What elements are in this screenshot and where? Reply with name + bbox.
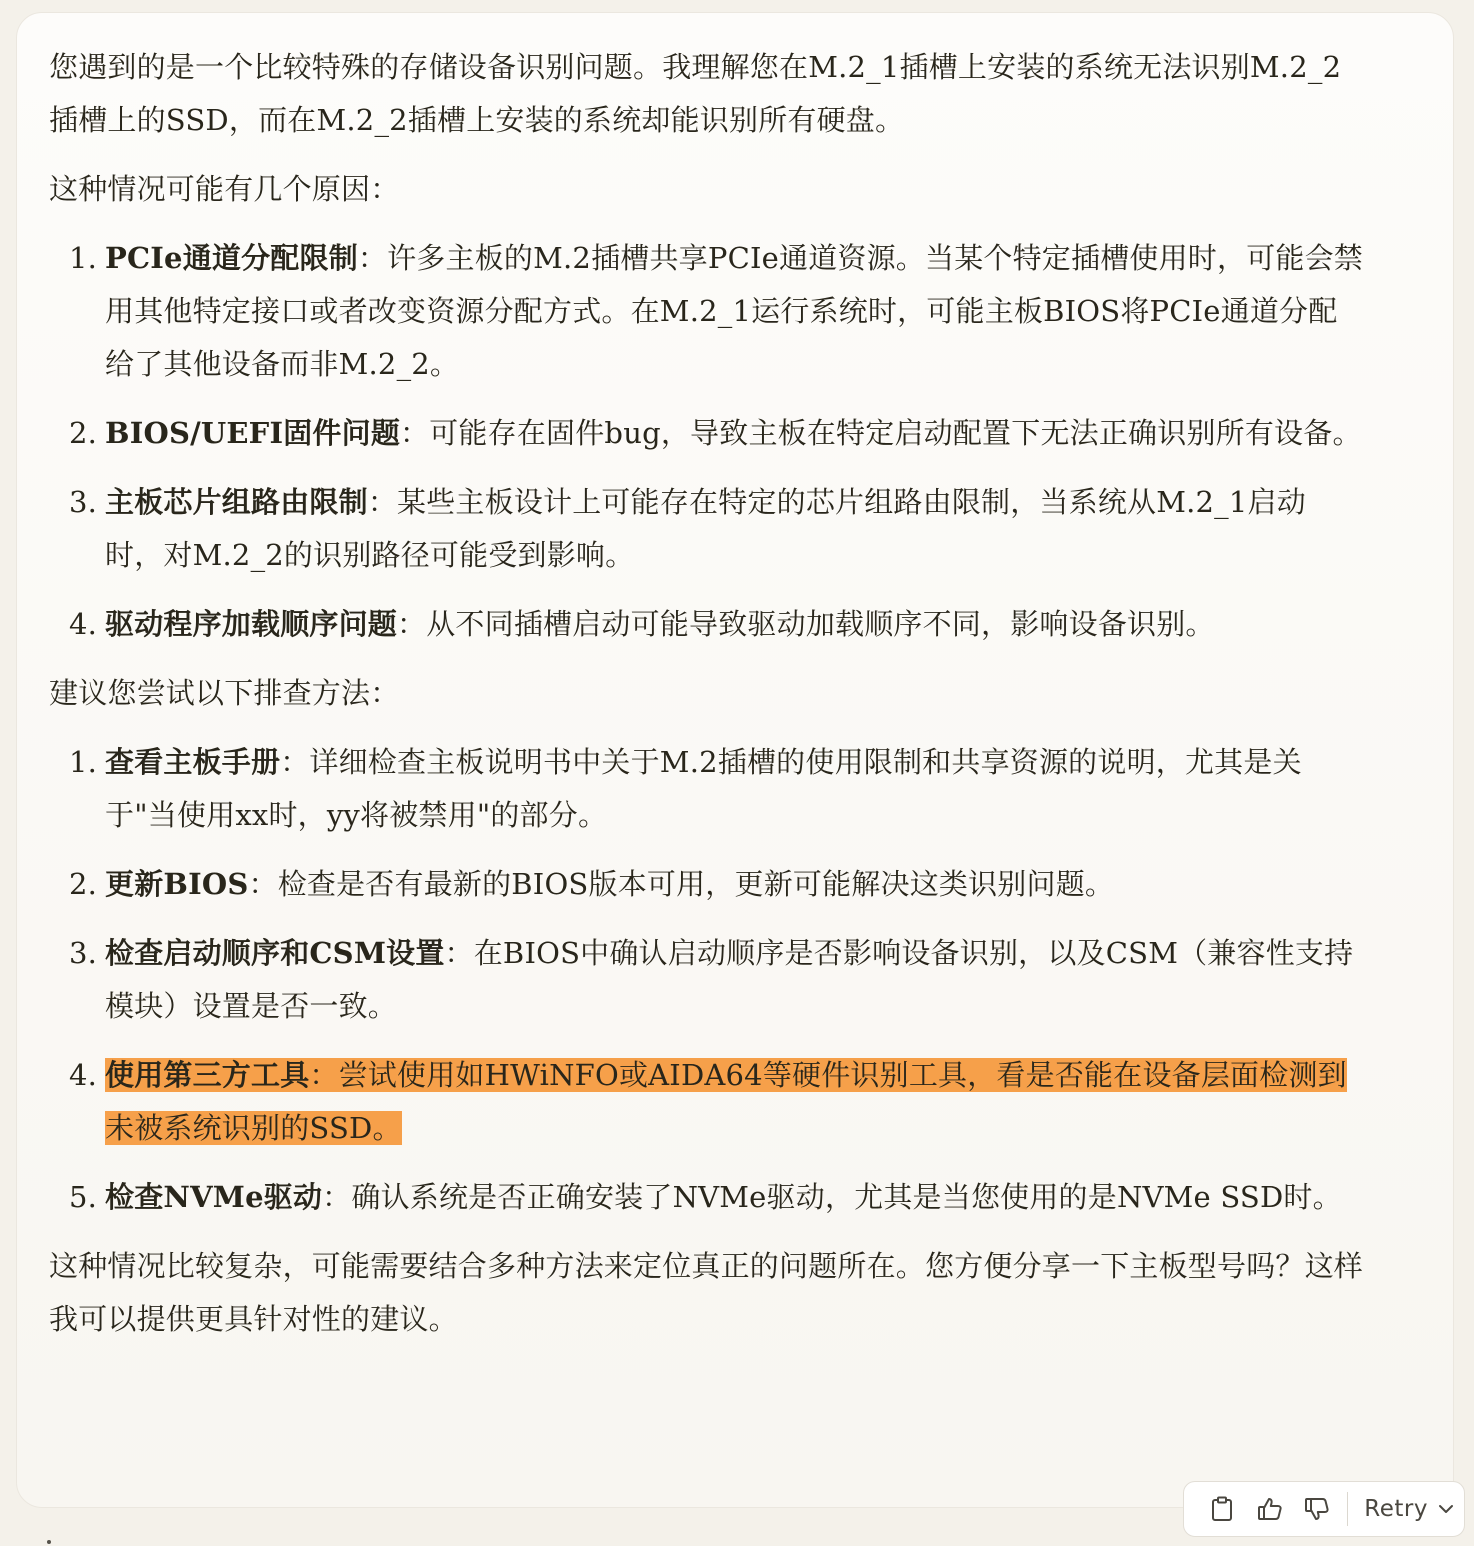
cause-title: 驱动程序加载顺序问题 <box>105 607 398 641</box>
thumbs-down-button[interactable] <box>1294 1487 1342 1531</box>
step-text: 尝试使用如HWiNFO或AIDA64等硬件识别工具，看是否能在设备层面检测到未被系统识别的SSD。 <box>105 1058 1347 1145</box>
list-number: 5. <box>69 1180 98 1214</box>
cause-item <box>49 598 1363 651</box>
colon: ： <box>280 745 310 779</box>
highlighted-selection <box>105 1058 1347 1145</box>
step-text: 确认系统是否正确安装了NVMe驱动，尤其是当您使用的是NVMe SSD时。 <box>351 1180 1342 1214</box>
list-number: 3. <box>69 485 98 519</box>
step-title: 使用第三方工具 <box>105 1058 310 1092</box>
cause-title: BIOS/UEFI固件问题 <box>105 416 401 450</box>
colon: ： <box>357 241 388 275</box>
step-item <box>49 1171 1363 1224</box>
steps-list <box>49 736 1363 1224</box>
step-item-highlighted <box>49 1049 1363 1155</box>
chevron-down-icon <box>1438 1504 1454 1514</box>
colon: ： <box>309 1058 339 1092</box>
step-text: 在BIOS中确认启动顺序是否影响设备识别，以及CSM（兼容性支持模块）设置是否一致。 <box>105 936 1354 1023</box>
cause-item <box>49 407 1363 460</box>
step-title: 检查启动顺序和CSM设置 <box>105 936 445 970</box>
copy-button[interactable] <box>1198 1487 1246 1531</box>
step-item <box>49 927 1363 1033</box>
thumbs-up-button[interactable] <box>1246 1487 1294 1531</box>
cursor-mark <box>47 1540 51 1544</box>
causes-list <box>49 232 1363 651</box>
copy-icon <box>1210 1496 1234 1522</box>
list-number: 4. <box>69 1058 98 1092</box>
cause-text: 某些主板设计上可能存在特定的芯片组路由限制，当系统从M.2_1启动时，对M.2_2的识别路径可能受到影响。 <box>105 485 1306 572</box>
cause-title: 主板芯片组路由限制 <box>105 485 368 519</box>
colon: ： <box>400 416 430 450</box>
cause-title: PCIe通道分配限制 <box>105 241 358 275</box>
step-title: 更新BIOS <box>105 867 249 901</box>
step-title: 查看主板手册 <box>105 745 281 779</box>
list-number: 2. <box>69 416 98 450</box>
colon: ： <box>397 607 427 641</box>
step-item <box>49 736 1363 842</box>
step-text: 详细检查主板说明书中关于M.2插槽的使用限制和共享资源的说明，尤其是关于"当使用xx时，yy将被禁用"的部分。 <box>105 745 1302 832</box>
list-number: 4. <box>69 607 98 641</box>
cause-text: 许多主板的M.2插槽共享PCIe通道资源。当某个特定插槽使用时，可能会禁用其他特定接口或者改变资源分配方式。在M.2_1运行系统时，可能主板BIOS将PCIe通道分配给了其他设备而非M.2_2。 <box>105 241 1363 381</box>
retry-button[interactable] <box>1354 1487 1464 1531</box>
colon: ： <box>367 485 398 519</box>
colon: ： <box>248 867 278 901</box>
causes-lead: 这种情况可能有几个原因： <box>49 172 400 206</box>
list-number: 2. <box>69 867 98 901</box>
list-number: 1. <box>69 745 98 779</box>
assistant-message <box>16 12 1454 1508</box>
message-actions-bar <box>1183 1481 1465 1537</box>
cause-text: 从不同插槽启动可能导致驱动加载顺序不同，影响设备识别。 <box>426 607 1215 641</box>
colon: ： <box>322 1180 352 1214</box>
cause-text: 可能存在固件bug，导致主板在特定启动配置下无法正确识别所有设备。 <box>429 416 1362 450</box>
retry-label: Retry <box>1364 1496 1428 1522</box>
steps-lead: 建议您尝试以下排查方法： <box>49 676 400 710</box>
step-item <box>49 858 1363 911</box>
closing-paragraph: 这种情况比较复杂，可能需要结合多种方法来定位真正的问题所在。您方便分享一下主板型号吗？这样我可以提供更具针对性的建议。 <box>49 1249 1364 1336</box>
intro-paragraph: 您遇到的是一个比较特殊的存储设备识别问题。我理解您在M.2_1插槽上安装的系统无法识别M.2_2插槽上的SSD，而在M.2_2插槽上安装的系统却能识别所有硬盘。 <box>49 50 1342 137</box>
step-text: 检查是否有最新的BIOS版本可用，更新可能解决这类识别问题。 <box>277 867 1115 901</box>
thumbs-up-icon <box>1257 1496 1283 1522</box>
cause-item <box>49 232 1363 391</box>
cause-item <box>49 476 1363 582</box>
divider <box>1347 1492 1348 1526</box>
step-title: 检查NVMe驱动 <box>105 1180 323 1214</box>
list-number: 1. <box>69 241 98 275</box>
list-number: 3. <box>69 936 98 970</box>
colon: ： <box>444 936 474 970</box>
thumbs-down-icon <box>1304 1496 1330 1522</box>
